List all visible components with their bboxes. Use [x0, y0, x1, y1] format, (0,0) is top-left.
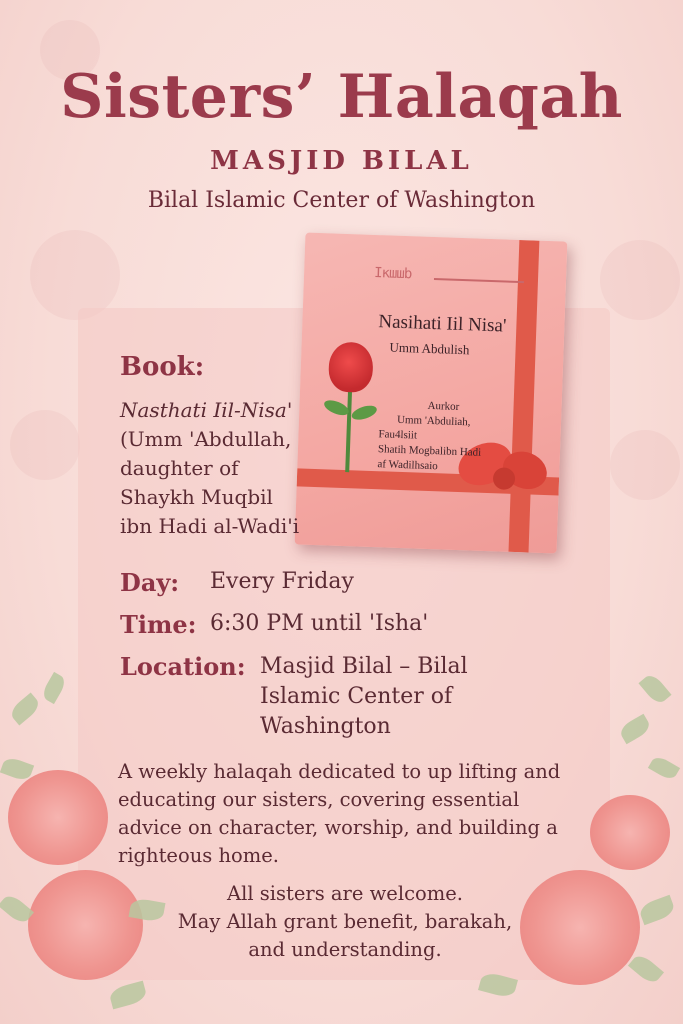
leaf-decoration	[8, 692, 43, 725]
rose-decoration	[28, 870, 143, 980]
leaf-decoration	[638, 672, 671, 707]
time-value: 6:30 PM until 'Isha'	[210, 611, 429, 636]
watermark-flower	[30, 230, 120, 320]
book-title: Nasthati Iil-Nisa'	[120, 398, 293, 422]
cover-title: Nasihati Iil Nisa'	[378, 311, 507, 337]
rose-decoration	[520, 870, 640, 985]
location-label: Location:	[120, 652, 246, 681]
description: A weekly halaqah dedicated to up lifting and educating our sisters, covering essential advice on character, worship, and building a righteous home.	[118, 760, 561, 867]
cover-author-label: Aurkor	[427, 399, 460, 413]
cover-line5: af Wadilhsaio	[377, 458, 438, 473]
closing-line1: All sisters are welcome.	[227, 882, 463, 905]
masjid-name: MASJID BILAL	[210, 146, 473, 176]
day-label: Day:	[120, 568, 180, 597]
book-cover-image	[295, 233, 568, 554]
leaf-decoration	[628, 952, 664, 986]
closing-message	[150, 880, 540, 964]
day-value: Every Friday	[210, 569, 354, 594]
book-info	[120, 396, 320, 541]
location-line3: Washington	[260, 714, 391, 739]
ribbon-vertical	[509, 240, 540, 553]
cover-author-block	[377, 397, 520, 477]
location-value	[260, 652, 468, 742]
book-author-line4: ibn Hadi al-Wadi'i	[120, 514, 300, 538]
cover-scrawl: Iкшшb	[373, 264, 412, 283]
leaf-decoration	[648, 754, 680, 782]
book-author-line3: Shaykh Muqbil	[120, 485, 273, 509]
closing-line3: and understanding.	[248, 938, 442, 961]
leaf-decoration	[638, 895, 677, 925]
rose-decoration	[590, 795, 670, 870]
page-title: Sisters’ Halaqah	[60, 62, 623, 132]
watermark-flower	[10, 410, 80, 480]
book-author-line1: (Umm 'Abdullah,	[120, 427, 292, 451]
rose-stem	[345, 384, 352, 472]
cover-line4: Shatih Mogbalibn Hadi	[377, 443, 482, 459]
leaf-decoration	[618, 714, 653, 745]
rose-icon	[328, 341, 374, 393]
cover-author-name: Umm 'Abduliah,	[396, 413, 471, 429]
book-author-line2: daughter of	[120, 456, 239, 480]
watermark-flower	[610, 430, 680, 500]
cover-line3: Fau4lsiit	[378, 428, 418, 442]
leaf-decoration	[108, 981, 148, 1010]
rose-leaf	[350, 403, 378, 422]
time-label: Time:	[120, 610, 197, 639]
closing-line2: May Allah grant benefit, barakah,	[177, 910, 513, 933]
watermark-flower	[600, 240, 680, 320]
center-name: Bilal Islamic Center of Washington	[147, 188, 536, 213]
cover-line	[434, 278, 524, 283]
cover-subtitle: Umm Abdulish	[389, 339, 470, 358]
rose-decoration	[8, 770, 108, 865]
location-line1: Masjid Bilal – Bilal	[260, 654, 468, 679]
leaf-decoration	[40, 672, 68, 704]
book-label: Book:	[120, 352, 205, 382]
location-line2: Islamic Center of	[260, 684, 453, 709]
